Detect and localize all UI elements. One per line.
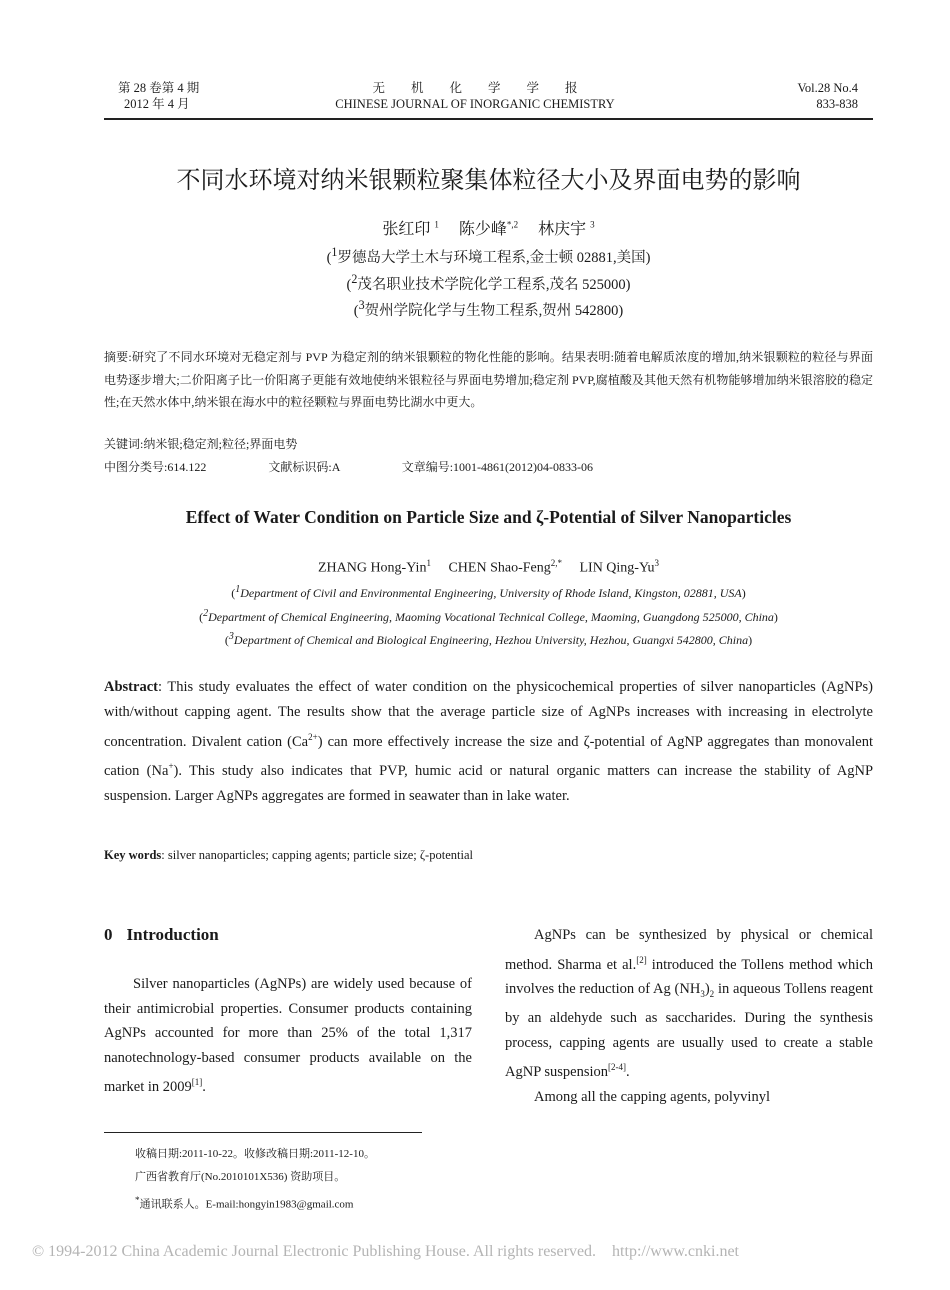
cn-aff-text: 贺州学院化学与生物工程系,贺州 542800 [364,302,619,319]
article-no-value: 1001-4861(2012)04-0833-06 [453,460,594,474]
cn-abstract-label: 摘要: [104,350,132,364]
footnote-funding: 广西省教育厅(No.2010101X536) 资助项目。 [135,1171,346,1183]
header-date: 2012 年 4 月 [124,97,190,111]
en-abstract-text: : This study evaluates the effect of water condition on the physicochemical properties of silver nanoparticles (AgNPs) with/without capping agent. The results show that the average particle size of AgNPs increases with increasing in electrolyte concentration. Divalent cation (Ca [104,679,873,750]
en-aff-sup: 2 [203,608,209,619]
header-vol-no: Vol.28 No.4 [797,81,858,95]
en-aff-text: Department of Civil and Environmental Engineering, University of Rhode Island, Kingston [240,586,678,600]
cn-abstract-text: 研究了不同水环境对无稳定剂与 PVP 为稳定剂的纳米银颗粒的物化性能的影响。结果表明:随着电解质浓度的增加,纳米银颗粒的粒径与界面电势逐步增大;二价阳离子比一价阳离子更能有效地使纳米银粒径与界面电势增加;稳定剂 PVP,腐植酸及其他天然有机物能够增加纳米银溶胶的稳定性;在天然水体中,纳米银在海水中的粒径颗粒与界面电势比湖水中更大。 [104,350,873,409]
journal-name [300,80,650,112]
cn-title: 不同水环境对纳米银颗粒聚集体粒径大小及界面电势的影响 [176,168,801,194]
journal-name-cn: 无机化学学报 [372,81,604,95]
en-aff-text: Department of Chemical and Biological Engineering, Hezhou University, Hezhou, Guangxi [233,633,674,647]
en-keywords-text: : silver nanoparticles; capping agents; particle size; ζ-potential [161,848,473,862]
citation: [1] [191,1077,203,1087]
en-author-sup: 2,* [550,558,562,568]
en-author-name: ZHANG Hong-Yin [317,560,427,576]
journal-name-en: CHINESE JOURNAL OF INORGANIC CHEMISTRY [335,97,615,111]
subscript: 2 [709,988,715,999]
cn-aff-sup: 3 [358,298,365,312]
en-abstract-text: ). This study also indicates that PVP, humic acid or natural organic matters can increase the stability of AgNP suspension. Larger AgNPs aggregates are formed in seawater than in lake water. [104,763,874,804]
header-rule [104,118,873,120]
article-no-label: 文章编号: [401,460,454,474]
cn-abstract [104,346,873,414]
header-pages [740,80,858,112]
en-authors [104,558,873,577]
cn-author-name: 陈少峰 [458,221,507,238]
cn-author-name: 张红印 [382,221,431,238]
en-aff-text: Department of Chemical Engineering, Maoming Vocational Technical College, Maoming, Guangdong [208,610,700,624]
en-author-sup: 3 [654,558,660,568]
clc-value: 614.122 [167,460,207,474]
header-page-range: 833-838 [816,97,858,111]
body-paragraph [104,972,472,1099]
body-text: introduced the Tollens method which involves the reduction of Ag (NH [505,956,873,997]
footnotes [135,1143,375,1217]
section-number: 0 [104,925,113,944]
cn-aff-text: 茂名职业技术学院化学工程系,茂名 525000 [357,276,626,293]
body-left-column [104,972,472,1099]
copyright-watermark: © 1994-2012 China Academic Journal Electronic Publishing House. All rights reserved. http://www.cnki.net [32,1243,739,1260]
en-keywords-label: Key words [104,848,162,862]
header-volume-issue [118,80,199,112]
en-abstract-label: Abstract [104,679,158,695]
subscript: 3 [700,988,705,999]
doc-code-value: A [331,460,340,474]
en-title: Effect of Water Condition on Particle Size and ζ-Potential of Silver Nanoparticles [185,507,792,527]
cn-authors [104,216,873,239]
section-heading [104,925,219,945]
header-volume: 第 28 卷第 4 期 [118,81,200,95]
body-paragraph [505,1085,873,1110]
en-affiliation: ($^2$Department of Chemical Engineering, Maoming Vocational Technical College, Maoming, Guangdong 525000, China) [199,608,778,624]
footnote-contact-text: 通讯联系人。E-mail:hongyin1983@gmail.com [139,1198,354,1211]
body-text: Silver nanoparticles (AgNPs) are widely used because of their antimicrobial properties. Consumer products containing AgNPs accounted for more than 25% of the total 1,317 nanotechnology-based consumer products available on the market in 2009 [104,976,472,1095]
en-aff-tail: , 02881, USA [677,586,742,600]
en-keywords [104,848,873,863]
cn-author-sup: 1 [434,219,439,230]
cn-aff-text: 罗德岛大学土木与环境工程系,金士顿 02881,美国 [337,249,646,266]
cn-keywords-text: 纳米银;稳定剂;粒径;界面电势 [143,437,298,451]
en-abstract-sup: + [168,761,174,772]
cn-affiliation: ($^2$茂名职业技术学院化学工程系,茂名 525000) [346,272,631,293]
footnote-mark: * [135,1195,140,1205]
en-author-name: CHEN Shao-Feng [448,560,551,576]
en-aff-tail: 542800, China [673,633,749,647]
clc-label: 中图分类号: [104,460,168,474]
footnote-rule [104,1132,422,1133]
body-right-column [505,923,873,1109]
cn-keywords-label: 关键词: [104,437,144,451]
en-abstract [104,675,873,809]
body-text: ) [704,980,710,997]
doc-code-label: 文献标识码: [268,460,332,474]
section-title: Introduction [126,925,219,944]
en-abstract-sup: 2+ [308,731,318,742]
footnote-contact [135,1189,375,1217]
cn-author-sup: *,2 [506,219,519,230]
citation: [2-4] [608,1062,626,1073]
body-text: . [626,1064,630,1081]
en-aff-sup: 1 [235,584,241,595]
en-author-sup: 1 [426,558,431,568]
footnote-received: 收稿日期:2011-10-22。收修改稿日期:2011-12-10。 [135,1148,375,1160]
cn-author-sup: 3 [590,219,595,230]
cn-affiliation: ($^3$贺州学院化学与生物工程系,贺州 542800) [353,298,624,319]
body-text: in aqueous Tollens reagent by an aldehyde such as saccharides. During the synthesis process, capping agents are usually used to create a stable AgNP suspension [505,980,873,1081]
en-aff-sup: 3 [228,631,234,642]
cn-aff-sup: 2 [351,272,358,286]
en-affiliation: ($^3$Department of Chemical and Biological Engineering, Hezhou University, Hezhou, Guangxi 542800, China) [224,631,753,647]
body-text: Among all the capping agents, polyvinyl [534,1088,770,1105]
body-text: AgNPs can be synthesized by physical or chemical method. Sharma et al. [505,927,873,973]
en-author-name: LIN Qing-Yu [579,560,655,576]
citation: [2] [636,954,647,965]
body-paragraph [505,923,873,1085]
cn-affiliation: ($^1$罗德岛大学土木与环境工程系,金士顿 02881,美国) [326,245,651,266]
cn-aff-sup: 1 [331,245,338,259]
cn-classification-line [104,457,873,477]
cn-author-name: 林庆宇 [538,221,587,238]
en-affiliation: ($^1$Department of Civil and Environmental Engineering, University of Rhode Island, Kingston, 02881, USA) [231,584,746,600]
en-aff-tail: 525000, China [699,610,774,624]
en-abstract-text: ) can more effectively increase the size and ζ-potential of AgNP aggregates than monovalent cation (Na [104,733,874,780]
body-text: . [202,1078,206,1095]
cn-keywords [104,434,297,454]
